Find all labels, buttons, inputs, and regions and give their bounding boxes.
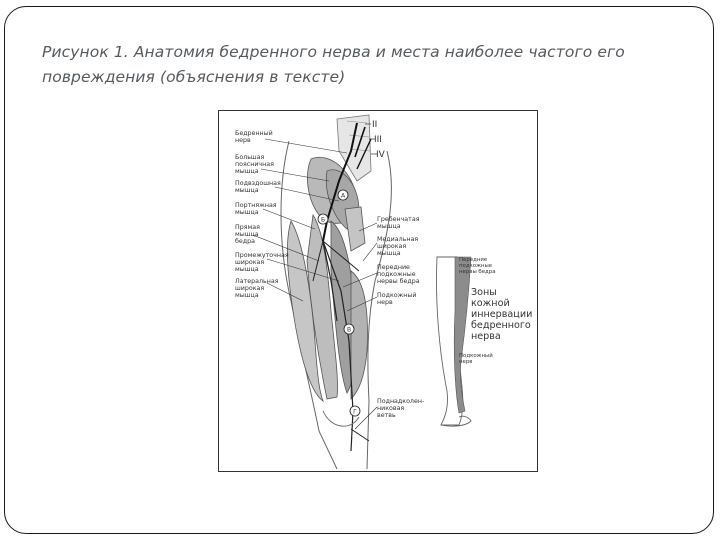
label-femoral-nerve: [235, 129, 273, 144]
label-line: мышца: [235, 168, 259, 175]
label-line: мышца: [235, 266, 259, 273]
label-line: Большая: [235, 154, 265, 161]
label-line: Подкожный: [459, 353, 493, 359]
label-line: Зоны: [471, 287, 497, 298]
label-line: Латеральная: [235, 278, 279, 285]
label-line: нерва: [471, 331, 501, 342]
label-line: широкая: [235, 285, 265, 292]
label-line: Бедренный: [235, 130, 273, 137]
root-label-iii: III: [374, 135, 382, 145]
label-vastus-intermedius: [235, 252, 289, 273]
label-line: бедренного: [471, 320, 531, 331]
label-line: мышца: [235, 292, 259, 299]
label-line: подкожные: [459, 263, 493, 269]
label-line: нервы бедра: [459, 269, 496, 275]
site-marker-b: Б: [320, 216, 326, 224]
label-line: Передние: [459, 257, 488, 263]
label-line: широкая: [235, 259, 265, 266]
label-anterior-cutaneous-nerves: [377, 264, 420, 285]
label-line: иннервации: [471, 309, 533, 320]
label-leg-saphenous-nerve: [459, 352, 493, 365]
label-line: кожной: [471, 298, 510, 309]
label-line: нервы бедра: [377, 278, 420, 285]
label-line: Передние: [377, 264, 410, 271]
anatomy-drawing: [219, 111, 539, 473]
label-line: Подкожный: [377, 292, 417, 299]
label-line: мышца: [377, 250, 401, 257]
innervation-leg: [436, 257, 471, 426]
label-line: мышца: [235, 209, 259, 216]
label-leg-anterior-nerves: [459, 257, 496, 275]
label-line: бедра: [235, 238, 255, 245]
label-line: Промежуточная: [235, 252, 289, 259]
site-marker-g: Г: [353, 408, 357, 416]
right-labels: [377, 215, 424, 419]
label-line: нерв: [377, 299, 393, 306]
label-iliacus: [235, 180, 281, 194]
figure-caption: [42, 40, 682, 90]
site-marker-v: В: [346, 326, 352, 334]
label-line: Прямая: [235, 224, 260, 231]
label-sartorius: [235, 202, 277, 216]
label-line: нерв: [459, 359, 473, 365]
label-line: Поднадколен-: [377, 398, 425, 405]
caption-line-1: Рисунок 1. Анатомия бедренного нерва и места наиболее частого его: [42, 43, 625, 61]
label-saphenous-nerve: [377, 291, 416, 306]
label-line: широкая: [377, 243, 407, 250]
label-line: ветвь: [377, 412, 396, 419]
label-line: подкожные: [377, 271, 416, 278]
label-line: мышца: [377, 223, 401, 230]
root-label-iv: IV: [376, 150, 385, 160]
label-vastus-lateralis: [235, 278, 279, 299]
anatomy-figure: [218, 110, 538, 472]
label-pectineus: [377, 215, 420, 230]
site-marker-a: А: [340, 192, 346, 200]
label-line: мышца: [235, 187, 259, 194]
label-vastus-medialis: [377, 236, 418, 257]
label-rectus-femoris: [235, 224, 260, 245]
label-infrapatellar-branch: [377, 398, 424, 419]
label-line: Подвздошная: [235, 180, 281, 187]
label-line: нерв: [235, 137, 251, 144]
label-line: Медиальная: [377, 236, 419, 243]
muscles: [287, 157, 367, 401]
label-line: Портняжная: [235, 202, 277, 209]
label-line: Гребенчатая: [377, 216, 420, 223]
label-line: никовая: [377, 405, 405, 412]
root-label-ii: II: [372, 120, 378, 130]
innervation-labels: [459, 257, 532, 365]
caption-line-2: повреждения (объяснения в тексте): [42, 68, 346, 86]
label-psoas-major: [235, 154, 274, 175]
label-line: поясничная: [235, 161, 274, 168]
label-innervation-zones: [471, 287, 532, 342]
label-line: мышца: [235, 231, 259, 238]
